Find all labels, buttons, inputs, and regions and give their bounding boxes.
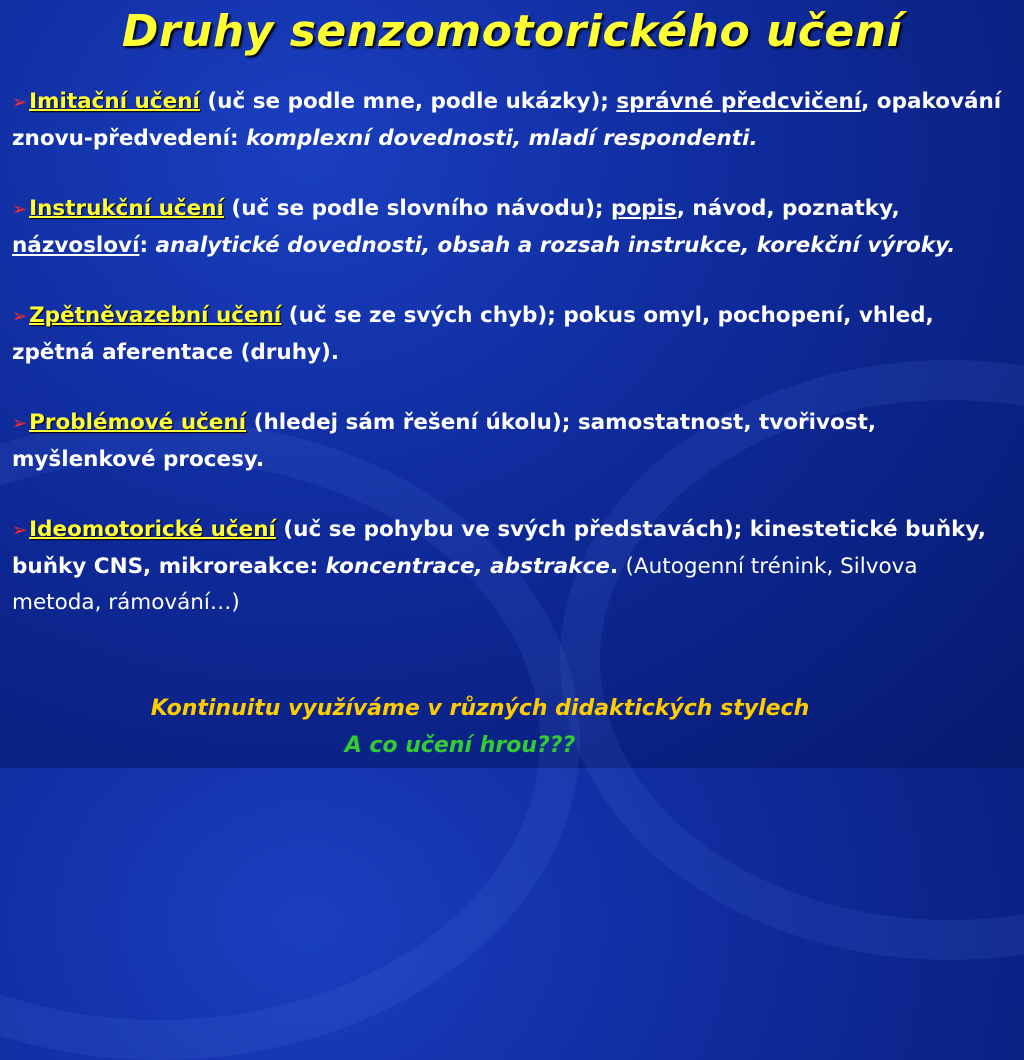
arrow-bullet-icon: ➢: [12, 199, 28, 220]
arrow-bullet-icon: ➢: [12, 92, 28, 113]
list-item-ideomotor: ➢Ideomotorické učení (uč se pohybu ve svých představách); kinestetické buňky, buňky CNS, mikroreakce: koncentrace, abstrakce. (Autogenní trénink, Silvova metoda, rámování…): [12, 517, 986, 615]
slide-title: Druhy senzomotorického učení: [121, 6, 903, 57]
summary-line: Kontinuitu využíváme v různých didaktických stylech: [150, 696, 810, 721]
arrow-bullet-icon: ➢: [12, 306, 28, 327]
keyword: Ideomotorické učení: [29, 517, 276, 542]
list-item-problem: ➢Problémové učení (hledej sám řešení úkolu); samostatnost, tvořivost, myšlenkové procesy.: [12, 410, 877, 472]
closing-question: A co učení hrou???: [344, 733, 576, 758]
keyword: Problémové učení: [29, 410, 247, 435]
list-item-instruction: ➢Instrukční učení (uč se podle slovního návodu); popis, návod, poznatky, názvosloví: analytické dovednosti, obsah a rozsah instrukce, korekční výroky.: [12, 196, 956, 258]
arrow-bullet-icon: ➢: [12, 413, 28, 434]
list-item-feedback: ➢Zpětněvazební učení (uč se ze svých chyb); pokus omyl, pochopení, vhled, zpětná aferentace (druhy).: [12, 303, 934, 365]
arrow-bullet-icon: ➢: [12, 520, 28, 541]
keyword: Instrukční učení: [29, 196, 224, 221]
keyword: Imitační učení: [29, 89, 200, 114]
list-item-imitation: ➢Imitační učení (uč se podle mne, podle ukázky); správné předcvičení, opakování znovu-předvedení: komplexní dovednosti, mladí respondenti.: [12, 89, 1002, 151]
bullet-list: [12, 84, 1012, 621]
keyword: Zpětněvazební učení: [29, 303, 282, 328]
